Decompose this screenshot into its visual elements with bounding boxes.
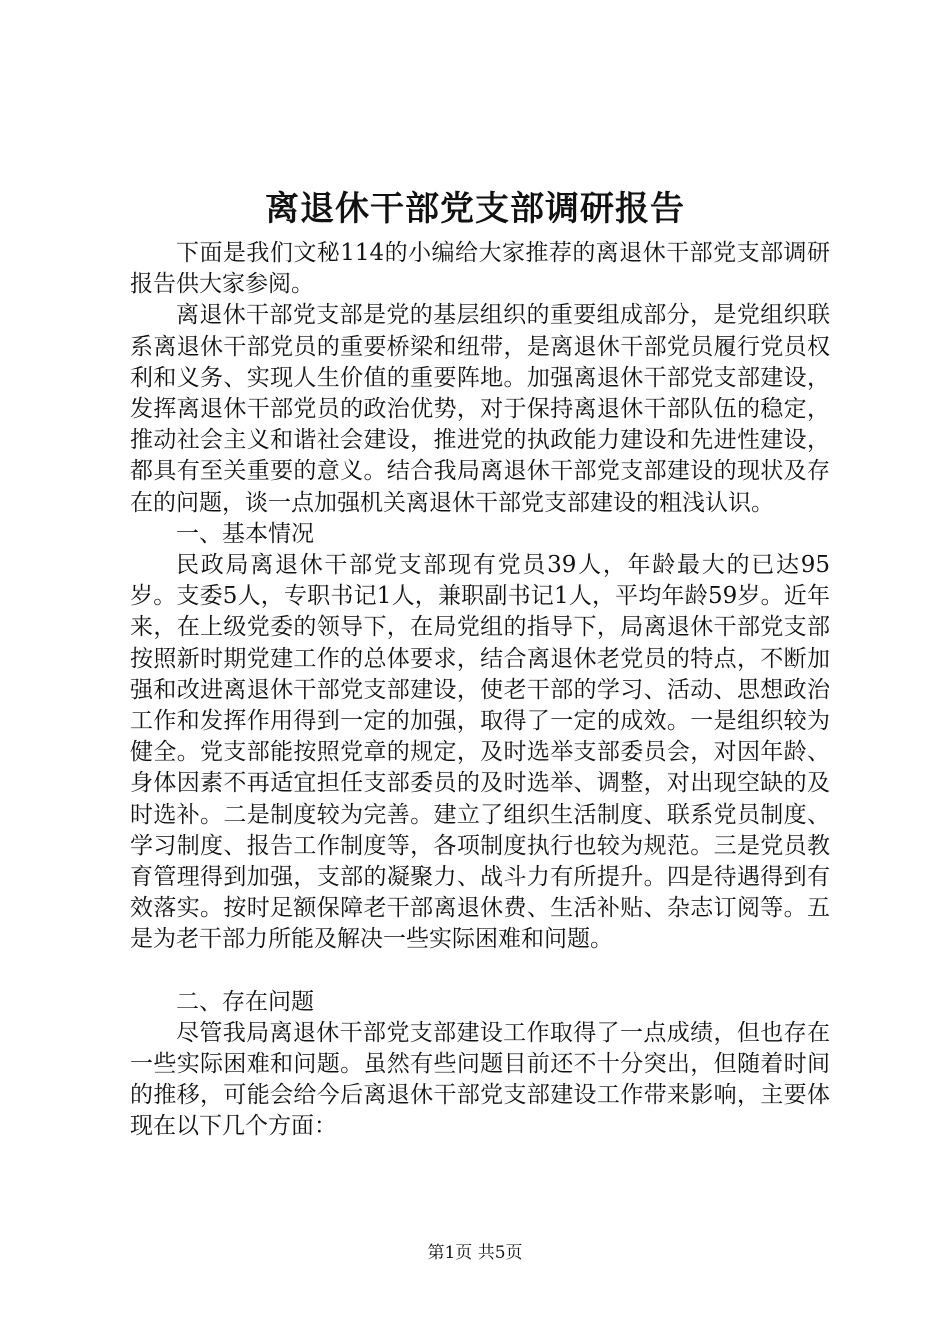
- section2-paragraph: 尽管我局离退休干部党支部建设工作取得了一点成绩，但也存在一些实际困难和问题。虽然有些问题目前还不十分突出，但随着时间的推移，可能会给今后离退休干部党支部建设工作带来影响，主要体现在以下几个方面：: [130, 1019, 830, 1140]
- section2-heading: 二、存在问题: [176, 988, 314, 1015]
- document-body: [130, 238, 830, 1143]
- overview-paragraph: 离退休干部党支部是党的基层组织的重要组成部分，是党组织联系离退休干部党员的重要桥梁和纽带，是离退休干部党员履行党员权利和义务、实现人生价值的重要阵地。加强离退休干部党支部建设，发挥离退休干部党员的政治优势，对于保持离退休干部队伍的稳定，推动社会主义和谐社会建设，推进党的执政能力建设和先进性建设，都具有至关重要的意义。结合我局离退休干部党支部建设的现状及存在的问题，谈一点加强机关离退休干部党支部建设的粗浅认识。: [130, 302, 830, 516]
- page-footer: 第1页 共5页: [427, 1243, 523, 1263]
- section1-heading: 一、基本情况: [176, 520, 314, 547]
- document-title: 离退休干部党支部调研报告: [265, 189, 685, 229]
- intro-paragraph: 下面是我们文秘114的小编给大家推荐的离退休干部党支部调研报告供大家参阅。: [130, 240, 830, 298]
- section1-paragraph: 民政局离退休干部党支部现有党员39人，年龄最大的已达95岁。支委5人，专职书记1人，兼职副书记1人，平均年龄59岁。近年来，在上级党委的领导下，在局党组的指导下，局离退休干部党支部按照新时期党建工作的总体要求，结合离退休老党员的特点，不断加强和改进离退休干部党支部建设，使老干部的学习、活动、思想政治工作和发挥作用得到一定的加强，取得了一定的成效。一是组织较为健全。党支部能按照党章的规定，及时选举支部委员会，对因年龄、身体因素不再适宜担任支部委员的及时选举、调整，对出现空缺的及时选补。二是制度较为完善。建立了组织生活制度、联系党员制度、学习制度、报告工作制度等，各项制度执行也较为规范。三是党员教育管理得到加强，支部的凝聚力、战斗力有所提升。四是待遇得到有效落实。按时足额保障老干部离退休费、生活补贴、杂志订阅等。五是为老干部力所能及解决一些实际困难和问题。: [130, 552, 830, 953]
